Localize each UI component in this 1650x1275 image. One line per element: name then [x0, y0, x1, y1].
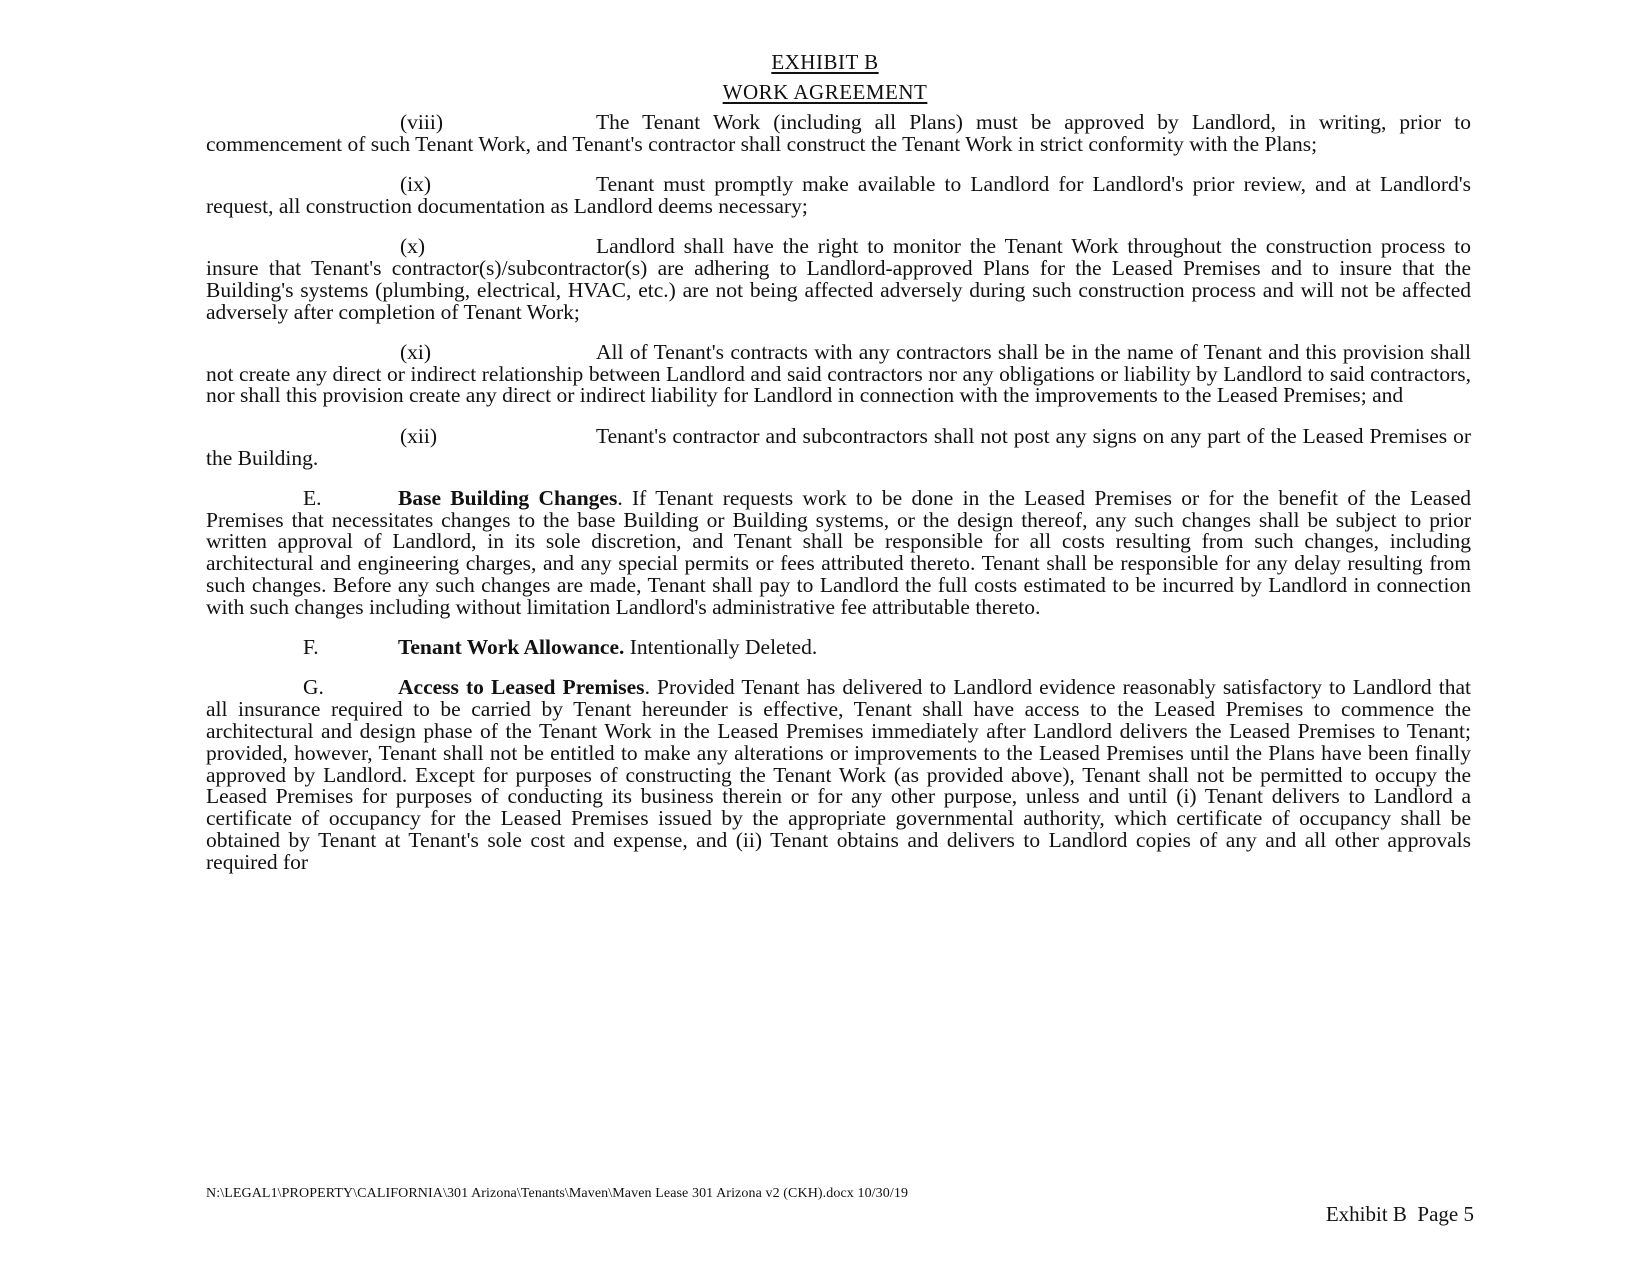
list-item	[206, 423, 1471, 470]
item-text: All of Tenant's contracts with any contractors shall be in the name of Tenant and this provision shall not create any direct or indirect relationship between Landlord and said contractors nor any obligations or liability by Landlord to said contractors, nor shall this provision create any direct or indirect liability for Landlord in connection with the improvements to the Leased Premises; and	[206, 339, 1471, 408]
list-item	[206, 174, 1471, 218]
section-paragraph	[206, 677, 1471, 873]
footer-page-number: Exhibit B Page 5	[1325, 1202, 1474, 1226]
section-text: Intentionally Deleted.	[624, 635, 818, 660]
section-letter: E.	[303, 485, 322, 510]
item-text: Landlord shall have the right to monitor the Tenant Work throughout the construction process to insure that Tenant's contractor(s)/subcontractor(s) are adhering to Landlord-approved Plans for the Leased Premises and to insure that the Building's systems (plumbing, electrical, HVAC, etc.) are not being affected adversely during such construction process and will not be affected adversely after completion of Tenant Work;	[206, 234, 1471, 324]
section-heading: Access to Leased Premises	[398, 675, 645, 700]
exhibit-title: EXHIBIT B	[771, 50, 879, 74]
item-number: (ix)	[400, 172, 432, 197]
list-item	[206, 236, 1471, 323]
list-item	[206, 339, 1471, 408]
exhibit-subtitle: WORK AGREEMENT	[722, 80, 928, 104]
item-number: (viii)	[400, 110, 443, 134]
section-paragraph	[206, 637, 1471, 659]
item-number: (x)	[400, 234, 426, 259]
section-text: . If Tenant requests work to be done in the Leased Premises or for the benefit of the Leased Premises that necessitates changes to the base Building or Building systems, or the design thereof, any such changes shall be subject to prior written approval of Landlord, in its sole discretion, and Tenant shall be responsible for all costs resulting from such changes, including architectural and engineering charges, and any special permits or fees attributed thereto. Tenant shall be responsible for any delay resulting from such changes. Before any such changes are made, Tenant shall pay to Landlord the full costs estimated to be incurred by Landlord in connection with such changes including without limitation Landlord's administrative fee attributable thereto.	[206, 485, 1472, 619]
item-text: Tenant must promptly make available to Landlord for Landlord's prior review, and at Landlord's request, all construction documentation as Landlord deems necessary;	[206, 172, 1471, 218]
item-number: (xii)	[400, 423, 438, 448]
section-heading: Tenant Work Allowance.	[398, 635, 625, 660]
section-letter: G.	[303, 675, 324, 700]
item-text: Tenant's contractor and subcontractors shall not post any signs on any part of the Leased Premises or the Building.	[206, 423, 1471, 470]
section-paragraph	[206, 485, 1472, 619]
section-letter: F.	[303, 635, 319, 660]
section-text: . Provided Tenant has delivered to Landlord evidence reasonably satisfactory to Landlord that all insurance required to be carried by Tenant hereunder is effective, Tenant shall have access to the Leased Premises to commence the architectural and design phase of the Tenant Work in the Leased Premises immediately after Landlord delivers the Leased Premises to Tenant; provided, however, Tenant shall not be entitled to make any alterations or improvements to the Leased Premises until the Plans have been finally approved by Landlord. Except for purposes of constructing the Tenant Work (as provided above), Tenant shall not be permitted to occupy the Leased Premises for purposes of conducting its business therein or for any other purpose, unless and until (i) Tenant delivers to Landlord a certificate of occupancy for the Leased Premises issued by the appropriate governmental authority, which certificate of occupancy shall be obtained by Tenant at Tenant's sole cost and expense, and (ii) Tenant obtains and delivers to Landlord copies of any and all other approvals required for	[206, 675, 1471, 874]
item-number: (xi)	[400, 339, 432, 364]
item-text: The Tenant Work (including all Plans) must be approved by Landlord, in writing, prior to commencement of such Tenant Work, and Tenant's contractor shall construct the Tenant Work in strict conformity with the Plans;	[206, 110, 1471, 156]
footer-file-path: N:\LEGAL1\PROPERTY\CALIFORNIA\301 Arizona\Tenants\Maven\Maven Lease 301 Arizona v2 (CKH).docx 10/30/19	[206, 1186, 909, 1201]
section-heading: Base Building Changes	[398, 485, 618, 510]
list-item	[206, 112, 1471, 156]
document-body	[206, 112, 1471, 892]
